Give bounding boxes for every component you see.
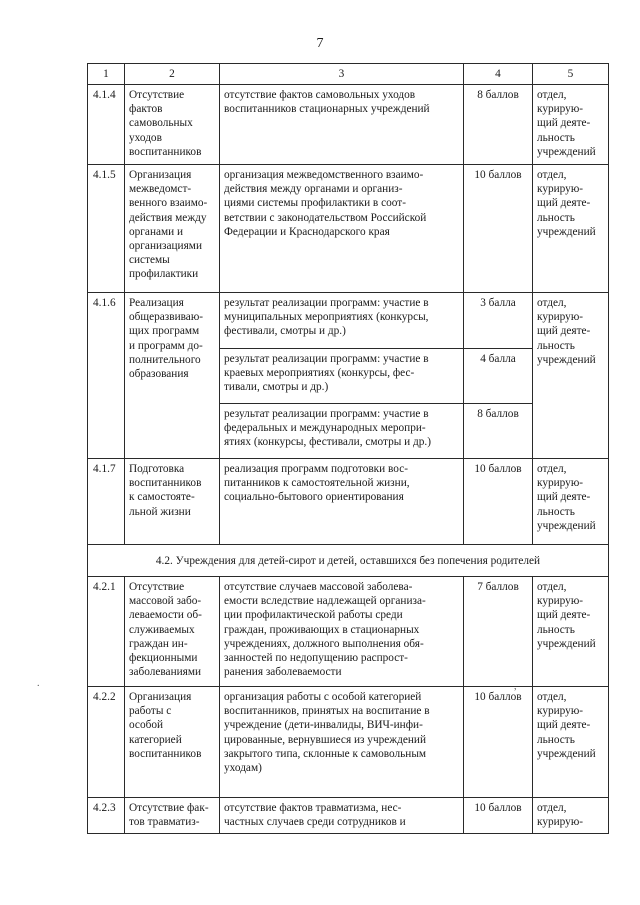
cell-text-line: курирую- xyxy=(537,183,584,196)
cell-text-line: щий деяте- xyxy=(537,197,591,210)
criterion-name xyxy=(125,577,220,687)
cell-text-line: учреждений xyxy=(537,637,596,650)
responsible-department xyxy=(533,165,609,293)
cell-text-line: льность xyxy=(537,623,575,636)
item-number: 4.1.4 xyxy=(88,85,125,165)
column-header: 3 xyxy=(220,64,464,85)
cell-text-line: служиваемых xyxy=(129,623,195,636)
points-value: 10 баллов xyxy=(464,687,533,798)
points-value: 10 баллов xyxy=(464,459,533,545)
cell-text-line: массовой забо- xyxy=(129,595,202,608)
cell-text-line: учреждениях, должного выполнения обя- xyxy=(224,637,424,650)
cell-text-line: курирую- xyxy=(537,311,584,324)
cell-text-line: воспитанников xyxy=(129,477,202,490)
cell-text-line: учреждений xyxy=(537,225,596,238)
points-value: 8 баллов xyxy=(464,85,533,165)
cell-text-line: краевых мероприятиях (конкурсы, фес- xyxy=(224,367,415,380)
cell-text-line: емости вследствие надлежащей организа- xyxy=(224,595,426,608)
cell-text-line: воспитанников стационарных учреждений xyxy=(224,103,430,116)
table-row xyxy=(88,687,609,798)
criterion-name xyxy=(125,687,220,798)
cell-text-line: льной жизни xyxy=(129,505,191,518)
cell-text-line: учреждений xyxy=(537,519,596,532)
cell-text-line: отсутствие случаев массовой заболева- xyxy=(224,581,413,593)
indicator-text xyxy=(220,349,464,404)
cell-text-line: учреждений xyxy=(537,353,596,366)
cell-text-line: граждан, проживающих в стационарных xyxy=(224,623,420,636)
responsible-department xyxy=(533,293,609,459)
cell-text-line: частных случаев среди сотрудников и xyxy=(224,816,406,829)
cell-text-line: организация межведомственного взаимо- xyxy=(224,169,424,181)
indicator-text xyxy=(220,798,464,834)
cell-text-line: федеральных и международных меропри- xyxy=(224,422,426,435)
responsible-department xyxy=(533,459,609,545)
scan-mark: . xyxy=(37,678,40,689)
cell-text-line: результат реализации программ: участие в xyxy=(224,353,429,365)
responsible-department xyxy=(533,577,609,687)
cell-text-line: воспитанников, принятых на воспитание в xyxy=(224,705,430,718)
cell-text-line: Организация xyxy=(129,169,192,181)
responsible-department xyxy=(533,687,609,798)
cell-text-line: и программ до- xyxy=(129,339,203,352)
cell-text-line: отдел, xyxy=(537,297,567,309)
cell-text-line: Подготовка xyxy=(129,463,185,475)
criterion-name xyxy=(125,798,220,834)
cell-text-line: действия между xyxy=(129,211,207,224)
cell-text-line: воспитанников xyxy=(129,145,202,158)
item-number: 4.1.7 xyxy=(88,459,125,545)
cell-text-line: муниципальных мероприятиях (конкурсы, xyxy=(224,311,429,324)
table-row xyxy=(88,165,609,293)
cell-text-line: полнительного xyxy=(129,353,201,366)
cell-text-line: граждан ин- xyxy=(129,637,188,650)
cell-text-line: отсутствие фактов травматизма, нес- xyxy=(224,802,402,814)
points-value: 10 баллов xyxy=(464,165,533,293)
cell-text-line: категорией xyxy=(129,733,182,746)
indicator-text xyxy=(220,165,464,293)
cell-text-line: Федерации и Краснодарского края xyxy=(224,225,390,238)
indicator-text xyxy=(220,459,464,545)
cell-text-line: льность xyxy=(537,211,575,224)
cell-text-line: социально-бытового ориентирования xyxy=(224,491,404,504)
table-row xyxy=(88,85,609,165)
cell-text-line: леваемости об- xyxy=(129,609,202,622)
cell-text-line: льность xyxy=(537,339,575,352)
cell-text-line: отдел, xyxy=(537,89,567,101)
column-header: 1 xyxy=(88,64,125,85)
page-number: 7 xyxy=(316,36,324,51)
cell-text-line: отдел, xyxy=(537,802,567,814)
item-number: 4.1.5 xyxy=(88,165,125,293)
cell-text-line: курирую- xyxy=(537,103,584,116)
cell-text-line: щий деяте- xyxy=(537,491,591,504)
cell-text-line: Организация xyxy=(129,691,192,703)
cell-text-line: закрытого типа, склонные к самовольным xyxy=(224,747,427,760)
section-title: 4.2. Учреждения для детей-сирот и детей, оставшихся без попечения родителей xyxy=(88,545,609,577)
item-number: 4.1.6 xyxy=(88,293,125,459)
indicator-text xyxy=(220,404,464,459)
cell-text-line: ветствии с законодательством Российской xyxy=(224,211,427,224)
cell-text-line: фактов xyxy=(129,103,163,116)
cell-text-line: работы с xyxy=(129,705,172,718)
cell-text-line: тов травматиз- xyxy=(129,816,200,829)
cell-text-line: Отсутствие xyxy=(129,89,185,101)
cell-text-line: системы xyxy=(129,254,170,267)
item-number: 4.2.3 xyxy=(88,798,125,834)
cell-text-line: организация работы с особой категорией xyxy=(224,691,422,703)
cell-text-line: щий деяте- xyxy=(537,117,591,130)
cell-text-line: учреждений xyxy=(537,747,596,760)
cell-text-line: курирую- xyxy=(537,816,584,829)
table-row xyxy=(88,293,609,349)
cell-text-line: результат реализации программ: участие в xyxy=(224,408,429,420)
cell-text-line: льность xyxy=(537,131,575,144)
points-value: 8 баллов xyxy=(464,404,533,459)
cell-text-line: отсутствие фактов самовольных уходов xyxy=(224,89,416,101)
cell-text-line: фестивали, смотры и др.) xyxy=(224,325,346,338)
table-row xyxy=(88,577,609,687)
responsible-department xyxy=(533,85,609,165)
cell-text-line: венного взаимо- xyxy=(129,197,208,210)
criteria-table xyxy=(87,63,609,834)
cell-text-line: щий деяте- xyxy=(537,325,591,338)
cell-text-line: тивали, смотры и др.) xyxy=(224,381,329,394)
cell-text-line: Отсутствие xyxy=(129,581,185,593)
cell-text-line: уходам) xyxy=(224,762,262,775)
cell-text-line: к самостояте- xyxy=(129,491,195,504)
indicator-text xyxy=(220,687,464,798)
points-value: 10 баллов xyxy=(464,798,533,834)
indicator-text xyxy=(220,293,464,349)
item-number: 4.2.2 xyxy=(88,687,125,798)
cell-text-line: учреждений xyxy=(537,145,596,158)
cell-text-line: Отсутствие фак- xyxy=(129,802,209,814)
criterion-name xyxy=(125,293,220,459)
section-row xyxy=(88,545,609,577)
cell-text-line: образования xyxy=(129,368,189,381)
cell-text-line: результат реализации программ: участие в xyxy=(224,297,429,309)
item-number: 4.2.1 xyxy=(88,577,125,687)
cell-text-line: органами и xyxy=(129,225,184,238)
cell-text-line: реализация программ подготовки вос- xyxy=(224,463,409,475)
cell-text-line: действия между органами и организ- xyxy=(224,183,403,196)
cell-text-line: отдел, xyxy=(537,463,567,475)
cell-text-line: отдел, xyxy=(537,691,567,703)
cell-text-line: особой xyxy=(129,719,164,732)
cell-text-line: ции профилактической работы среди xyxy=(224,609,403,622)
cell-text-line: цированные, вернувшиеся из учреждений xyxy=(224,733,426,746)
cell-text-line: льность xyxy=(537,733,575,746)
cell-text-line: Реализация xyxy=(129,297,184,309)
cell-text-line: общеразвиваю- xyxy=(129,311,204,324)
cell-text-line: питанников к самостоятельной жизни, xyxy=(224,477,410,490)
cell-text-line: отдел, xyxy=(537,581,567,593)
table-row xyxy=(88,459,609,545)
cell-text-line: межведомст- xyxy=(129,183,192,196)
cell-text-line: организациями xyxy=(129,240,202,253)
cell-text-line: щий деяте- xyxy=(537,609,591,622)
points-value: 7 баллов xyxy=(464,577,533,687)
points-value: 3 балла xyxy=(464,293,533,349)
cell-text-line: курирую- xyxy=(537,595,584,608)
cell-text-line: профилактики xyxy=(129,268,199,281)
cell-text-line: учреждение (дети-инвалиды, ВИЧ-инфи- xyxy=(224,719,423,732)
cell-text-line: льность xyxy=(537,505,575,518)
criterion-name xyxy=(125,459,220,545)
criterion-name xyxy=(125,165,220,293)
cell-text-line: щий деяте- xyxy=(537,719,591,732)
table-row xyxy=(88,798,609,834)
cell-text-line: самовольных xyxy=(129,117,193,130)
cell-text-line: уходов xyxy=(129,131,162,144)
table-header-row xyxy=(88,64,609,85)
indicator-text xyxy=(220,577,464,687)
cell-text-line: фекционными xyxy=(129,652,198,665)
cell-text-line: отдел, xyxy=(537,169,567,181)
column-header: 5 xyxy=(533,64,609,85)
points-value: 4 балла xyxy=(464,349,533,404)
cell-text-line: заболеваниями xyxy=(129,666,202,679)
cell-text-line: занностей по недопущению распрост- xyxy=(224,652,408,665)
scan-mark: , xyxy=(514,681,517,692)
cell-text-line: курирую- xyxy=(537,477,584,490)
indicator-text xyxy=(220,85,464,165)
cell-text-line: циями системы профилактики в соот- xyxy=(224,197,406,210)
column-header: 2 xyxy=(125,64,220,85)
cell-text-line: щих программ xyxy=(129,325,200,338)
cell-text-line: ятиях (конкурсы, фестивали, смотры и др.) xyxy=(224,436,431,449)
cell-text-line: ранения заболеваемости xyxy=(224,666,342,679)
cell-text-line: курирую- xyxy=(537,705,584,718)
responsible-department xyxy=(533,798,609,834)
criterion-name xyxy=(125,85,220,165)
column-header: 4 xyxy=(464,64,533,85)
cell-text-line: воспитанников xyxy=(129,747,202,760)
